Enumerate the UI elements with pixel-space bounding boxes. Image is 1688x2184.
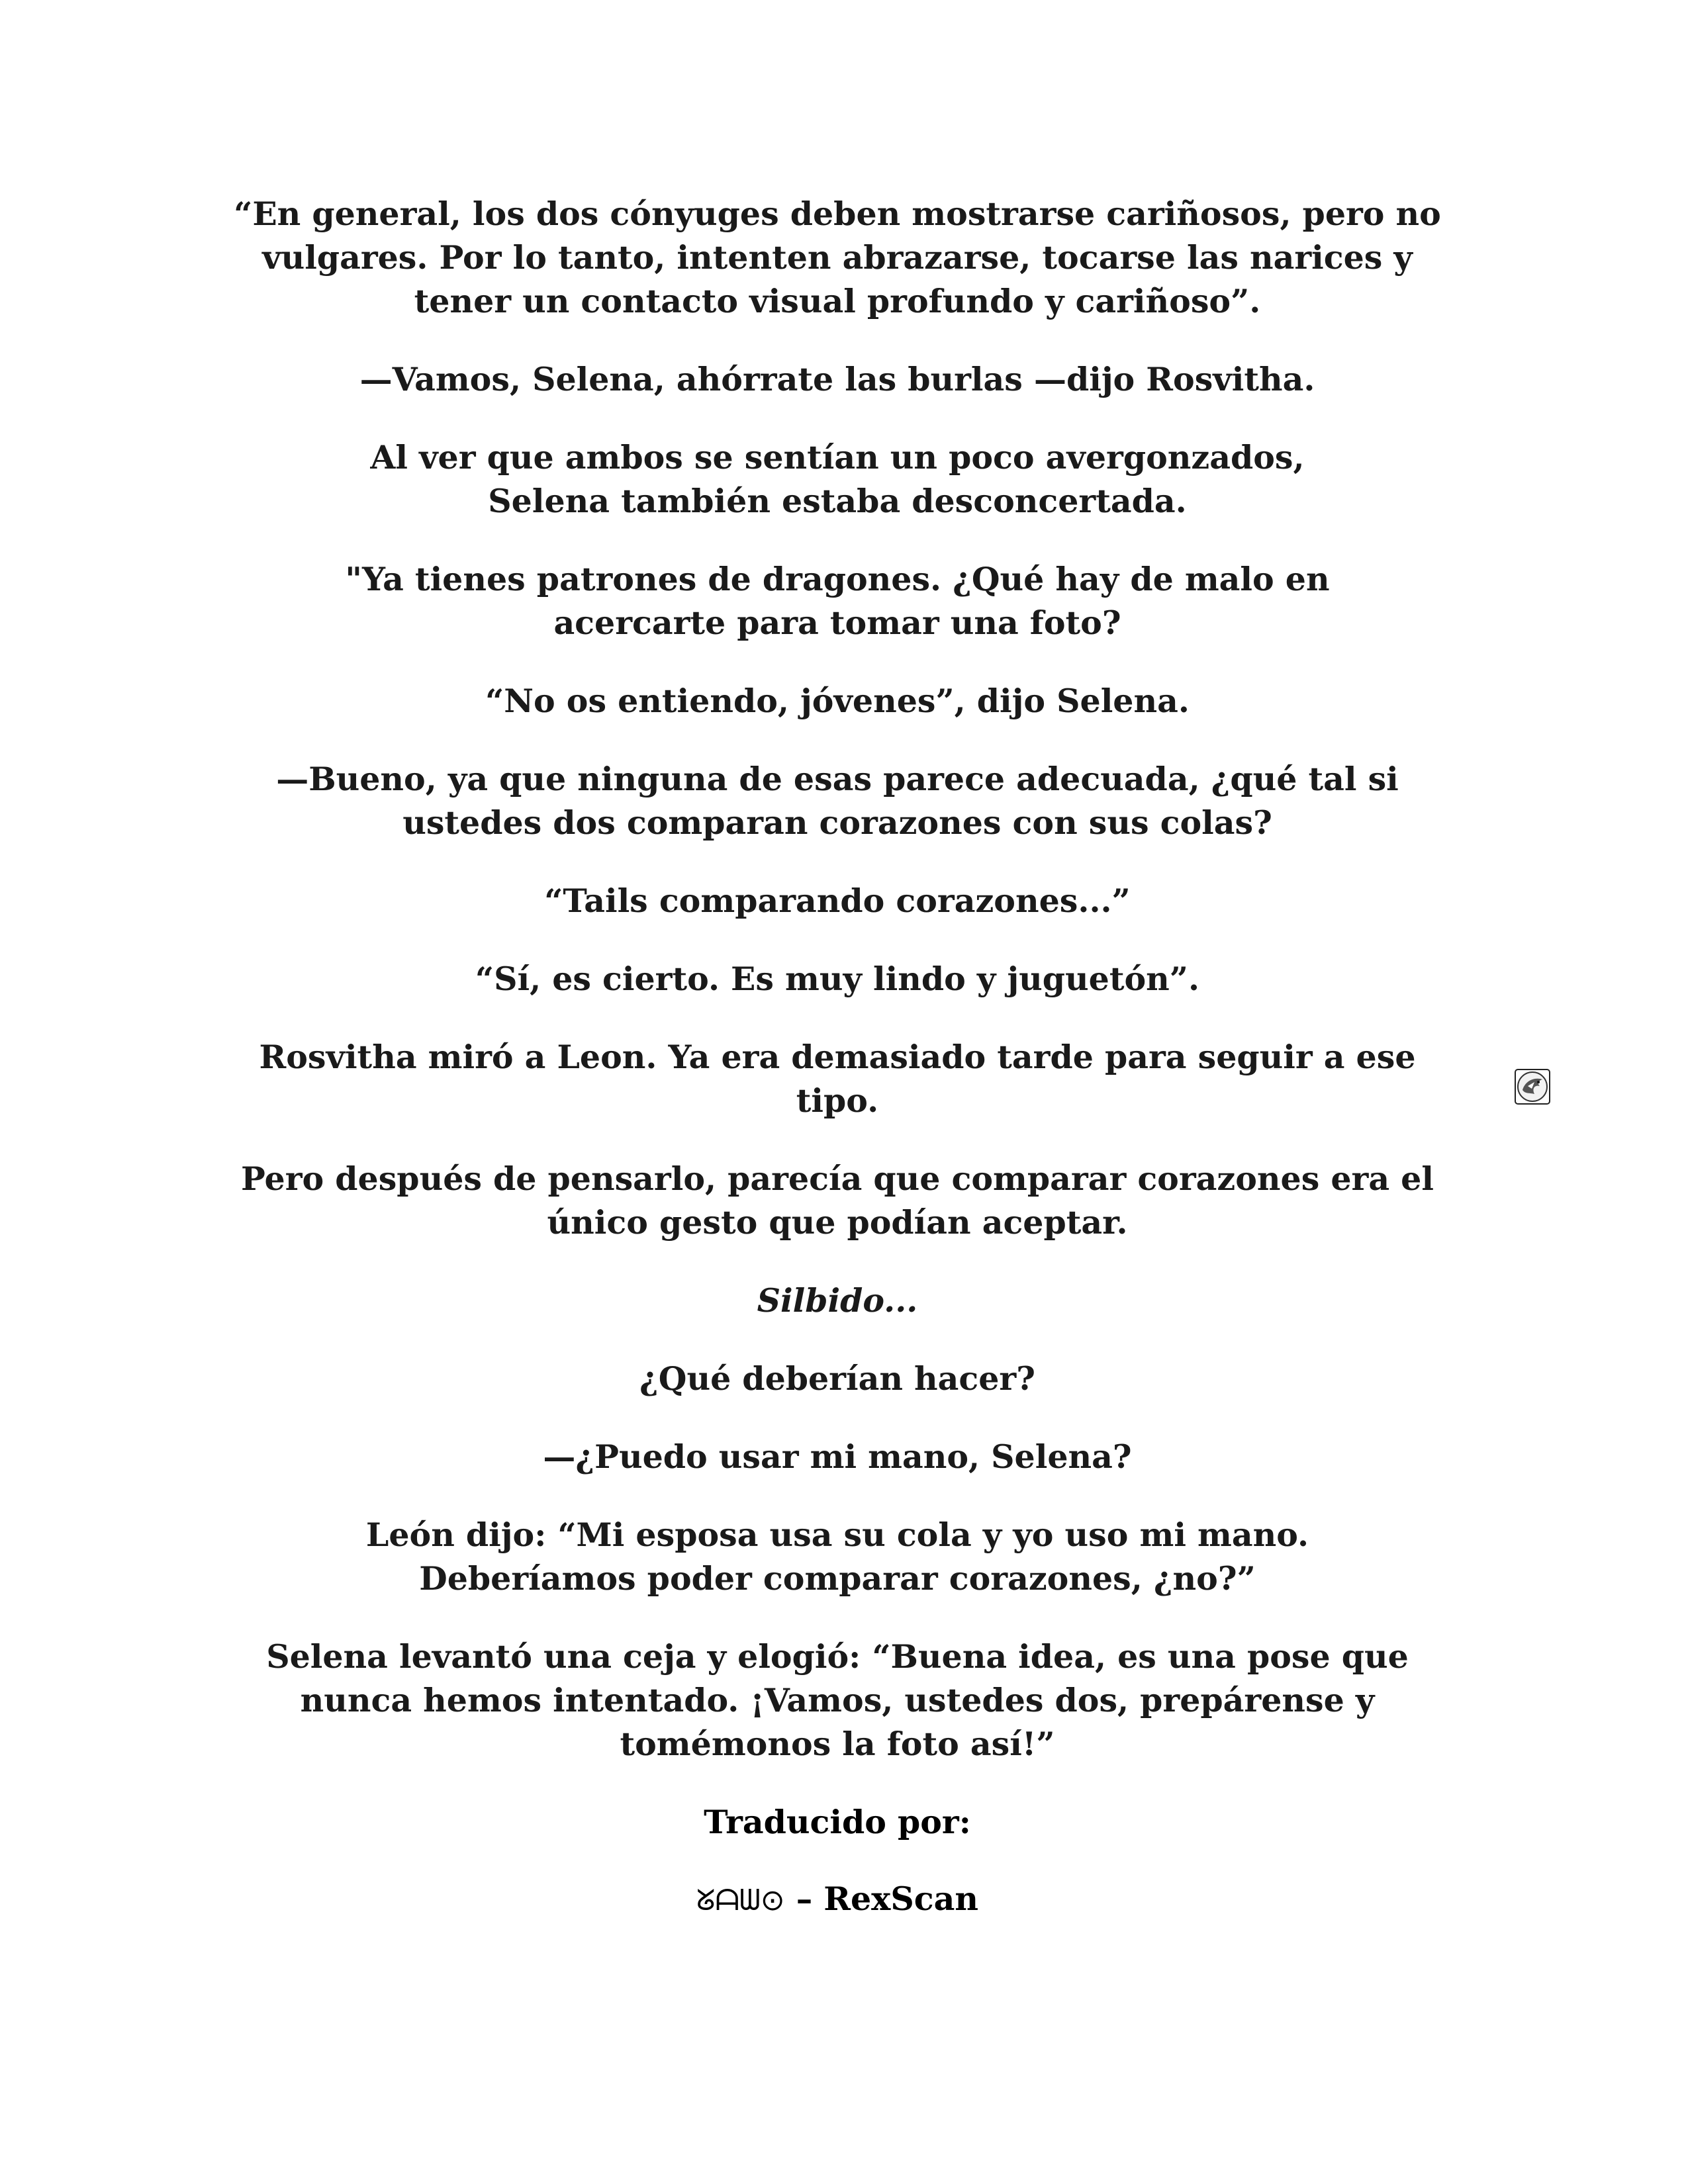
paragraph-11: Silbido... bbox=[757, 1281, 918, 1320]
paragraph-13: —¿Puedo usar mi mano, Selena? bbox=[543, 1437, 1132, 1476]
paragraph-12: ¿Qué deberían hacer? bbox=[639, 1359, 1035, 1398]
paragraph-1: “En general, los dos cónyuges deben mostrarse cariñosos, pero no vulgares. Por lo tanto, intenten abrazarse, tocarse las narices y tener un contacto visual profundo y cariñoso”. bbox=[234, 195, 1441, 320]
paragraph-15: Selena levantó una ceja y elogió: “Buena idea, es una pose que nunca hemos intentado. ¡Vamos, ustedes dos, prepárense y tomémonos la foto así!” bbox=[266, 1637, 1409, 1763]
credits-line bbox=[218, 1877, 1456, 1923]
paragraph-6: —Bueno, ya que ninguna de esas parece adecuada, ¿qué tal si ustedes dos comparan corazones con sus colas? bbox=[276, 760, 1399, 842]
credits-title: Traducido por: bbox=[704, 1803, 971, 1841]
paragraph-2: —Vamos, Selena, ahórrate las burlas —dijo Rosvitha. bbox=[359, 360, 1315, 398]
dragon-icon bbox=[1515, 1069, 1550, 1105]
paragraph-4: "Ya tienes patrones de dragones. ¿Qué hay de malo en acercarte para tomar una foto? bbox=[345, 560, 1330, 642]
paragraph-9: Rosvitha miró a Leon. Ya era demasiado tarde para seguir a ese tipo. bbox=[259, 1038, 1416, 1120]
paragraph-7: “Tails comparando corazones...” bbox=[544, 882, 1131, 920]
credits-separator: – bbox=[784, 1880, 824, 1918]
translator-name: ᘜᗩᗯ⊙ bbox=[696, 1884, 785, 1917]
paragraph-5: “No os entiendo, jóvenes”, dijo Selena. bbox=[485, 682, 1190, 720]
group-name: RexScan bbox=[823, 1880, 978, 1918]
paragraph-14: León dijo: “Mi esposa usa su cola y yo uso mi mano. Deberíamos poder comparar corazones, ¿no?” bbox=[365, 1516, 1309, 1598]
text-body bbox=[218, 192, 1456, 1923]
paragraph-10: Pero después de pensarlo, parecía que comparar corazones era el único gesto que podían aceptar. bbox=[241, 1160, 1434, 1242]
paragraph-8: “Sí, es cierto. Es muy lindo y juguetón”. bbox=[475, 960, 1200, 998]
paragraph-3: Al ver que ambos se sentían un poco avergonzados, Selena también estaba desconcertada. bbox=[370, 438, 1305, 520]
